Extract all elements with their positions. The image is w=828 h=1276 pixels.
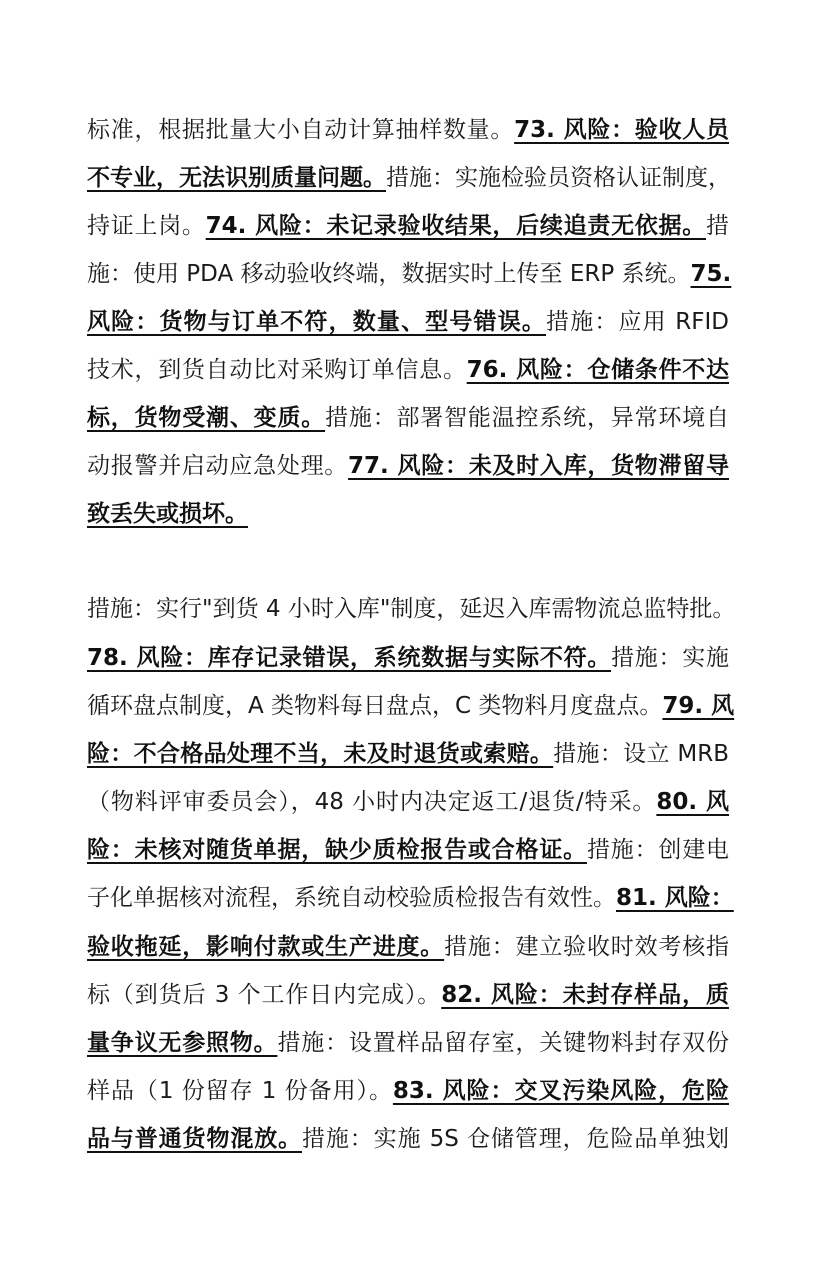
measure-text: 技术，到货自动比对采购订单信息。 <box>87 357 467 383</box>
risk-heading: 验收拖延，影响付款或生产进度。 <box>87 934 445 960</box>
measure-text: 动报警并启动应急处理。 <box>87 453 349 479</box>
text-line-9 <box>87 494 729 534</box>
risk-heading: 73. 风险：验收人员 <box>514 117 729 143</box>
risk-heading: 不专业，无法识别质量问题。 <box>87 165 386 191</box>
risk-heading: 74. 风险：未记录验收结果，后续追责无依据。 <box>205 213 706 239</box>
measure-text: 样品（1 份留存 1 份备用）。 <box>87 1078 393 1104</box>
risk-heading: 81. 风险： <box>616 885 734 911</box>
measure-text: 标准，根据批量大小自动计算抽样数量。 <box>87 117 515 143</box>
measure-text: 措施：实施 <box>611 645 729 671</box>
text-line-6 <box>87 350 729 390</box>
measure-text: （物料评审委员会），48 小时内决定返工/退货/特采。 <box>87 789 657 815</box>
risk-heading: 82. 风险：未封存样品，质 <box>441 982 729 1008</box>
risk-heading: 风险：货物与订单不符，数量、型号错误。 <box>87 309 547 335</box>
measure-text: 子化单据核对流程，系统自动校验质检报告有效性。 <box>87 885 616 911</box>
measure-text: 措施：设立 MRB <box>553 741 729 767</box>
measure-text: 措施：创建电 <box>586 837 730 863</box>
measure-text: 措施：设置样品留存室，关键物料封存双份 <box>277 1030 730 1056</box>
measure-text: 措施：实行"到货 4 小时入库"制度，延迟入库需物流总监特批。 <box>87 596 736 622</box>
risk-heading: 险：未核对随货单据，缺少质检报告或合格证。 <box>87 837 587 863</box>
risk-heading: 80. 风 <box>656 789 729 815</box>
measure-text: 措 <box>706 213 729 239</box>
risk-heading: 75. <box>690 261 732 287</box>
risk-heading: 品与普通货物混放。 <box>87 1126 303 1152</box>
text-line-11 <box>87 638 729 678</box>
text-line-13 <box>87 734 729 774</box>
measure-text: 措施：应用 RFID <box>546 309 730 335</box>
measure-text: 措施：建立验收时效考核指 <box>444 934 730 960</box>
risk-heading: 77. 风险：未及时入库，货物滞留导 <box>348 453 729 479</box>
risk-heading: 标，货物受潮、变质。 <box>87 405 326 431</box>
risk-heading: 83. 风险：交叉污染风险，危险 <box>392 1078 729 1104</box>
risk-heading: 78. 风险：库存记录错误，系统数据与实际不符。 <box>87 645 612 671</box>
risk-heading: 76. 风险：仓储条件不达 <box>466 357 729 383</box>
text-line-15 <box>87 830 729 870</box>
text-line-16 <box>87 878 734 918</box>
text-line-4 <box>87 254 732 294</box>
text-line-18 <box>87 975 729 1015</box>
text-line-5 <box>87 302 729 342</box>
text-line-3 <box>87 206 729 246</box>
risk-heading: 79. 风 <box>662 693 735 719</box>
text-line-8 <box>87 446 729 486</box>
measure-text: 措施：部署智能温控系统，异常环境自 <box>325 405 730 431</box>
measure-text: 循环盘点制度，A 类物料每日盘点，C 类物料月度盘点。 <box>87 693 663 719</box>
text-line-17 <box>87 927 729 967</box>
measure-text: 施：使用 PDA 移动验收终端，数据实时上传至 ERP 系统。 <box>87 261 691 287</box>
risk-heading: 致丢失或损坏。 <box>87 501 248 527</box>
risk-heading: 量争议无参照物。 <box>87 1030 278 1056</box>
text-line-10 <box>87 589 736 629</box>
text-line-7 <box>87 398 729 438</box>
text-line-2 <box>87 158 729 198</box>
text-line-1 <box>87 110 729 150</box>
measure-text: 措施：实施检验员资格认证制度， <box>386 165 731 191</box>
text-line-19 <box>87 1023 729 1063</box>
text-line-12 <box>87 686 735 726</box>
text-line-21 <box>87 1119 729 1159</box>
measure-text: 标（到货后 3 个工作日内完成）。 <box>87 982 442 1008</box>
measure-text: 持证上岗。 <box>87 213 206 239</box>
measure-text: 措施：实施 5S 仓储管理，危险品单独划 <box>302 1126 730 1152</box>
risk-heading: 险：不合格品处理不当，未及时退货或索赔。 <box>87 741 554 767</box>
text-line-20 <box>87 1071 729 1111</box>
text-line-14 <box>87 782 729 822</box>
